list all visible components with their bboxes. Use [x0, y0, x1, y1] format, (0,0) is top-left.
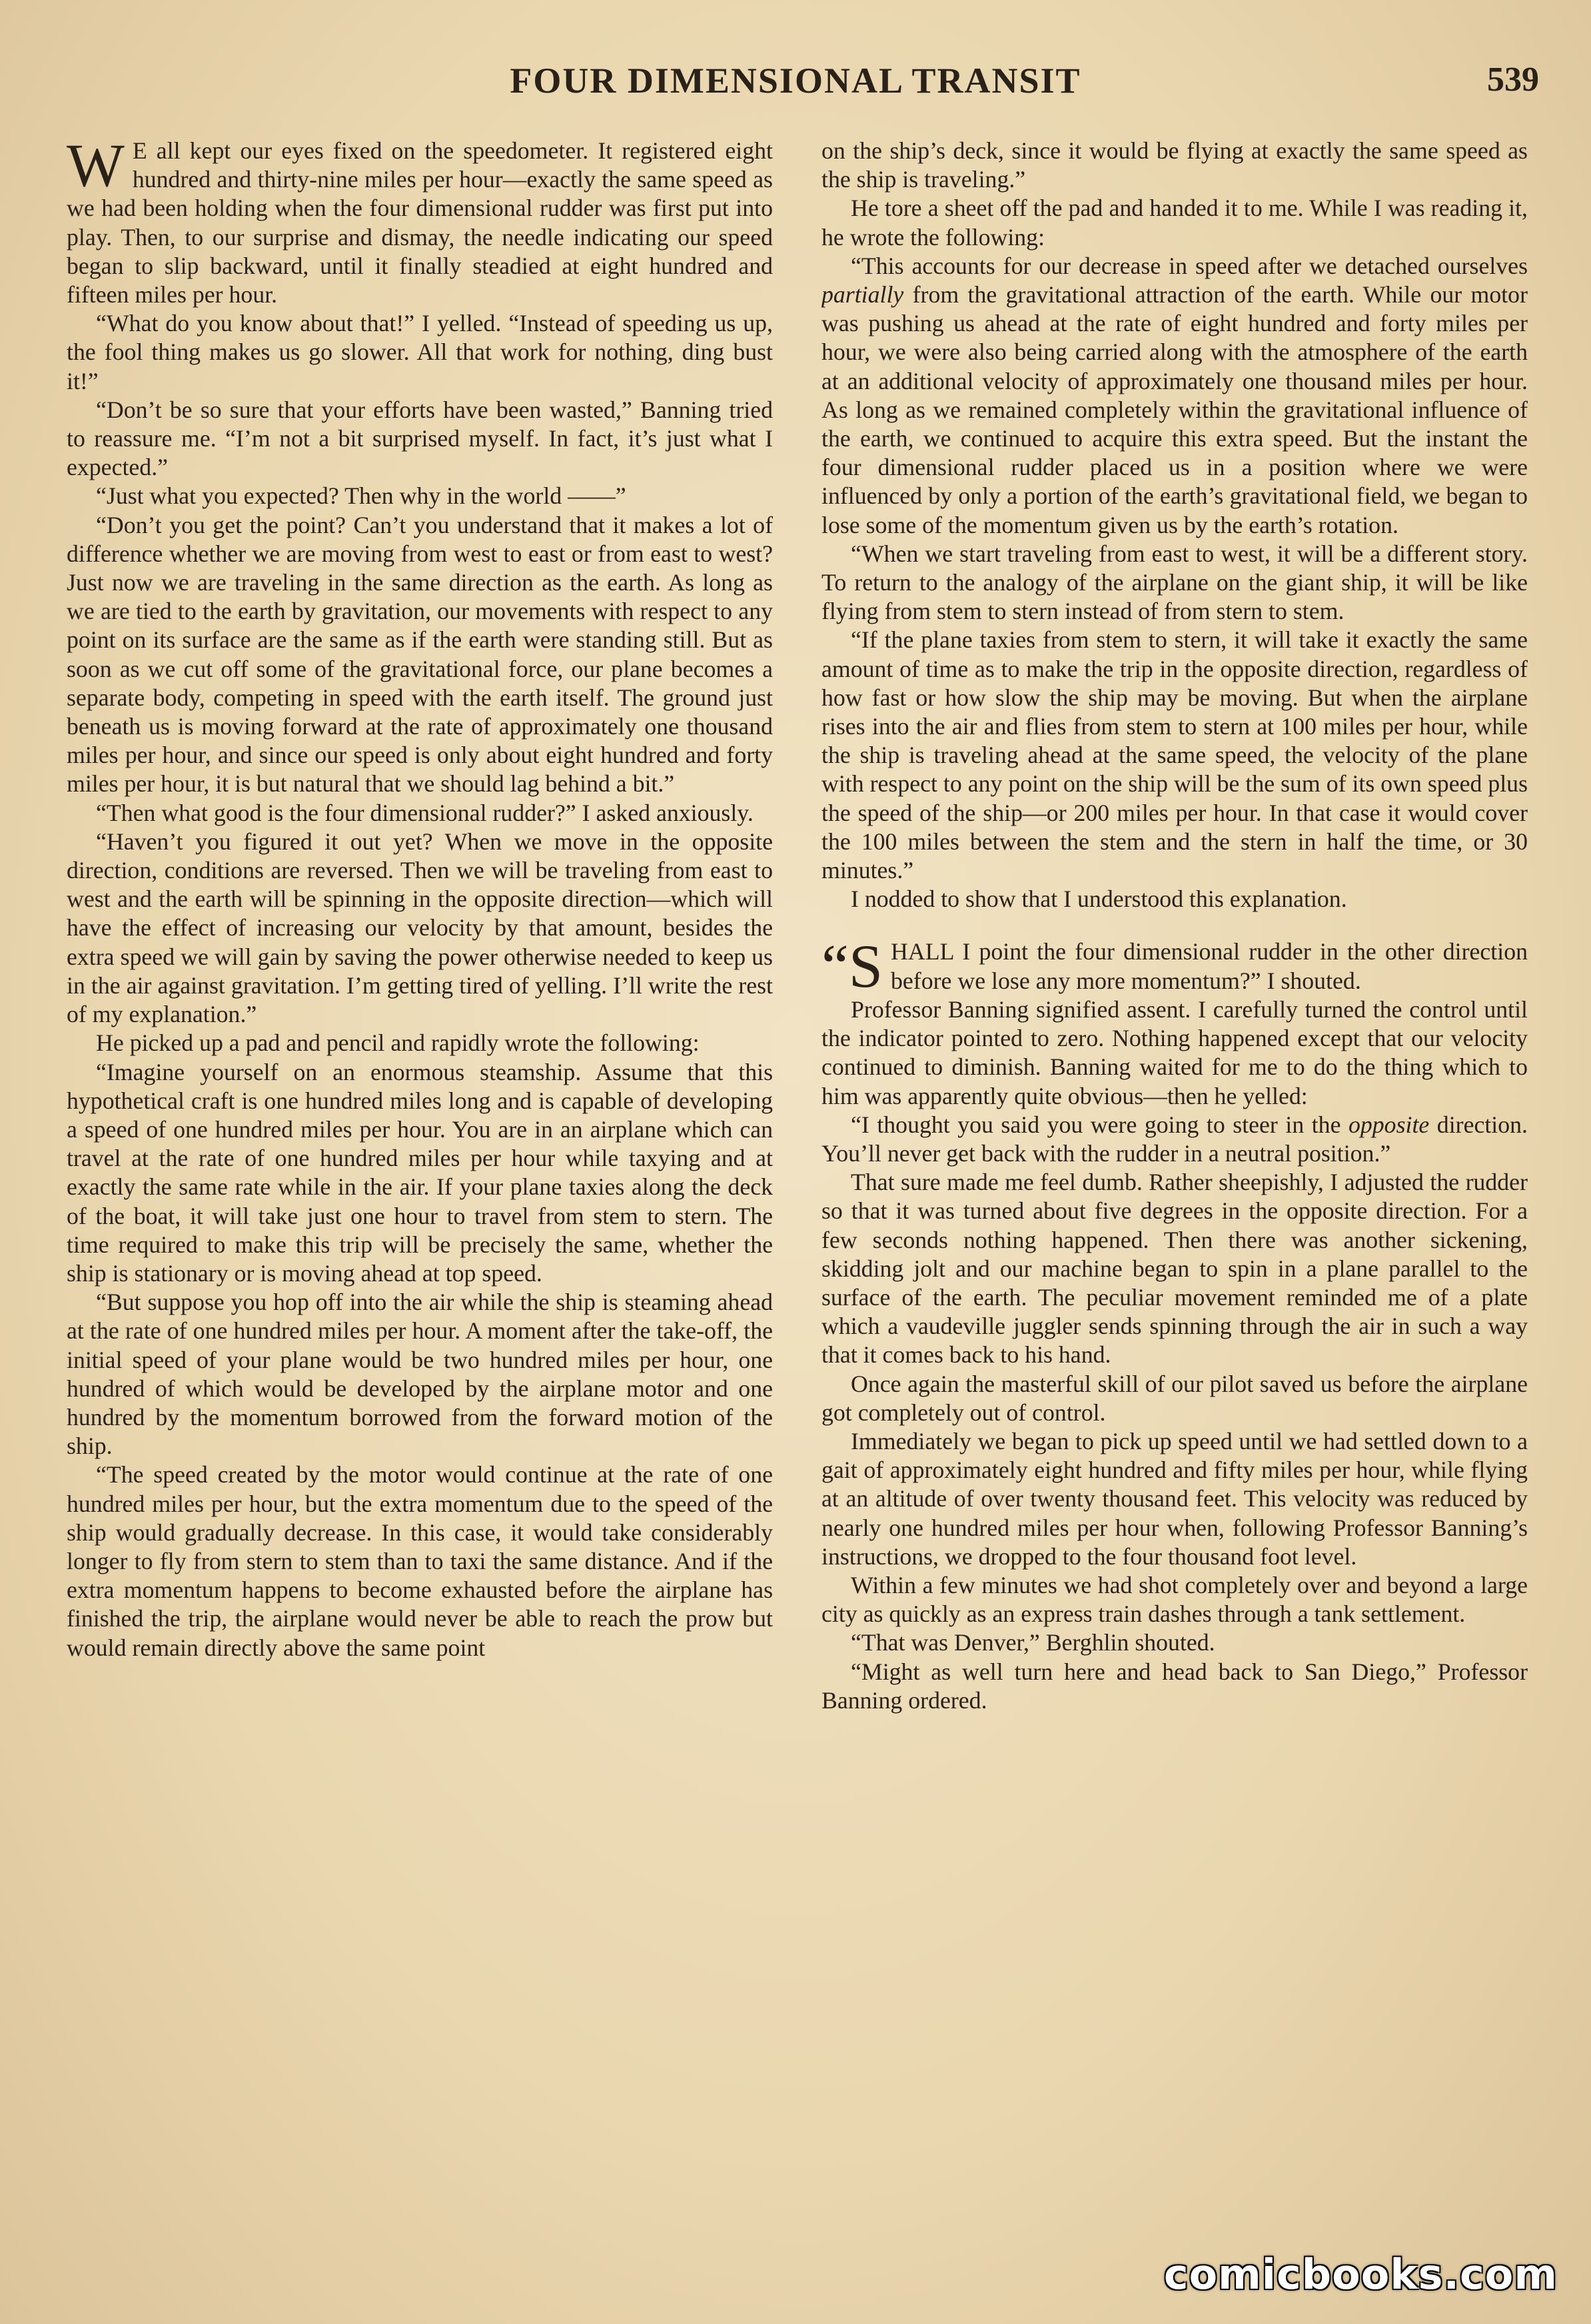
paragraph: “Don’t be so sure that your efforts have been wasted,” Banning tried to reassure me. “I’m not a bit surprised myself. In fact, it’s just what I expected.”	[67, 396, 773, 481]
paragraph: “Then what good is the four dimensional rudder?” I asked anxiously.	[96, 799, 754, 826]
paragraph: “Imagine yourself on an enormous steamship. Assume that this hypothetical craft is one hundred miles long and is capable of developing a speed of one hundred miles per hour. You are in an airplane which can travel at the rate of one hundred miles per hour while taxying and at exactly the same rate while in the air. If your plane taxies along the deck of the boat, it will take just one hour to travel from stem to stern. The time required to make this trip will be precisely the same, whether the ship is stationary or is moving ahead at top speed.	[67, 1058, 773, 1287]
page-header	[0, 60, 1591, 113]
paragraph	[821, 252, 1528, 540]
paragraph-text: “I thought you said you were going to steer in the	[851, 1111, 1348, 1138]
paragraph-text: “This accounts for our decrease in speed after we detached ourselves	[851, 252, 1528, 279]
paragraph: “But suppose you hop off into the air while the ship is steaming ahead at the rate of one hundred miles per hour. A moment after the take-off, the initial speed of your plane would be two hundred miles per hour, one hundred of which would be developed by the airplane motor and one hundred by the momentum borrowed from the forward motion of the ship.	[67, 1289, 773, 1460]
paragraph-text: from the gravitational attraction of the earth. While our motor was pushing us ahead at the rate of eight hundred and forty miles per hour, we were also being carried along with the atmosphere of the earth at an additional velocity of approximately one thousand miles per hour. As long as we remained completely within the gravitational influence of the earth, we continued to acquire this extra speed. But the instant the four dimensional rudder placed us in a position where we were influenced by only a portion of the earth’s gravitational field, we began to lose some of the momentum given us by the earth’s rotation.	[821, 281, 1528, 538]
paragraph: “That was Denver,” Berghlin shouted.	[851, 1629, 1215, 1656]
running-title: FOUR DIMENSIONAL TRANSIT	[510, 61, 1081, 101]
paragraph: That sure made me feel dumb. Rather sheepishly, I adjusted the rudder so that it was turned about five degrees in the opposite direction. For a few seconds nothing happened. Then there was another sickening, skidding jolt and our machine began to spin in a plane parallel to the surface of the earth. The peculiar movement reminded me of a plate which a vaudeville juggler sends spinning through the air in such a way that it comes back to his hand.	[821, 1169, 1528, 1369]
paragraph: “Just what you expected? Then why in the world ——”	[96, 482, 626, 510]
paragraph-text: direction. You’ll never get back with the rudder in a neutral position.”	[821, 1111, 1528, 1167]
paragraph: He picked up a pad and pencil and rapidly wrote the following:	[96, 1029, 700, 1057]
paragraph: “What do you know about that!” I yelled. “Instead of speeding us up, the fool thing makes us go slower. All that work for nothing, ding bust it!”	[67, 310, 773, 394]
paragraph: Professor Banning signified assent. I carefully turned the control until the indicator pointed to zero. Nothing happened except that our velocity continued to diminish. Banning waited for me to do the thing which to him was apparently quite obvious—then he yelled:	[821, 995, 1528, 1109]
paragraph: “If the plane taxies from stem to stern, it will take it exactly the same amount of time as to make the trip in the opposite direction, regardless of how fast or how slow the ship may be moving. But when the airplane rises into the air and flies from stem to stern at 100 miles per hour, while the ship is traveling ahead at the same speed, the velocity of the plane with respect to any point on the ship will be the sum of its own speed plus the speed of the ship—or 200 miles per hour. In that case it would cover the 100 miles between the stem and the stern in half the time, or 30 minutes.”	[821, 626, 1528, 884]
paragraph: Immediately we began to pick up speed until we had settled down to a gait of approximately eight hundred and fifty miles per hour, while flying at an altitude of over twenty thousand feet. This velocity was reduced by nearly one hundred miles per hour when, following Professor Banning’s instructions, we dropped to the four thousand foot level.	[821, 1427, 1528, 1570]
paragraph: “Might as well turn here and head back to San Diego,” Professor Banning ordered.	[821, 1658, 1528, 1714]
paragraph: “Don’t you get the point? Can’t you understand that it makes a lot of difference whether we are moving from west to east or from east to west? Just now we are traveling in the same direction as the earth. As long as we are tied to the earth by gravitation, our movements with respect to any point on its surface are the same as if the earth were standing still. But as soon as we cut off some of the gravitational force, our plane becomes a separate body, competing in speed with the earth itself. The ground just beneath us is moving forward at the rate of approximately one thousand miles per hour, and since our speed is only about eight hundred and forty miles per hour, it is but natural that we should lag behind a bit.”	[67, 511, 773, 798]
paragraph: Once again the masterful skill of our pilot saved us before the airplane got completely out of control.	[821, 1370, 1528, 1426]
paragraph: “The speed created by the motor would continue at the rate of one hundred miles per hour, but the extra momentum due to the speed of the ship would gradually decrease. In this case, it would take considerably longer to fly from stern to stem than to taxi the same distance. And if the extra momentum happens to become exhausted before the airplane has finished the trip, the airplane would never be able to reach the prow but would remain directly above the same point	[67, 1461, 773, 1661]
paragraph	[821, 932, 1528, 1001]
paragraph	[821, 1111, 1528, 1168]
right-column	[821, 137, 1528, 2202]
drop-cap: “S	[821, 932, 883, 1001]
paragraph: “When we start traveling from east to west, it will be a different story. To return to the analogy of the airplane on the giant ship, it will be like flying from stem to stern instead of from stern to stem.	[821, 540, 1528, 625]
paragraph: Within a few minutes we had shot completely over and beyond a large city as quickly as an express train dashes through a tank settlement.	[821, 1571, 1528, 1628]
paragraph: on the ship’s deck, since it would be flying at exactly the same speed as the ship is traveling.”	[821, 137, 1528, 193]
paragraph: He tore a sheet off the pad and handed it to me. While I was reading it, he wrote the following:	[821, 195, 1528, 251]
drop-cap: W	[67, 137, 125, 199]
paragraph	[67, 137, 773, 309]
left-column	[67, 137, 773, 2202]
paragraph-text: HALL I point the four dimensional rudder in the other direction before we lose any more momentum?” I shouted.	[891, 938, 1528, 994]
paragraph: “Haven’t you figured it out yet? When we move in the opposite direction, conditions are reversed. Then we will be traveling from east to west and the earth will be spinning in the opposite direction—which will have the effect of increasing our velocity by that amount, besides the extra speed we will gain by saving the power otherwise needed to keep us in the air against gravitation. I’m getting tired of yelling. I’ll write the rest of my explanation.”	[67, 828, 773, 1028]
paragraph: I nodded to show that I understood this explanation.	[851, 885, 1347, 913]
page-number: 539	[1487, 61, 1539, 99]
italic-text: partially	[821, 281, 904, 308]
watermark: comicbooks.com	[1163, 2250, 1558, 2299]
italic-text: opposite	[1348, 1111, 1430, 1138]
paragraph-text: E all kept our eyes fixed on the speedometer. It registered eight hundred and thirty-nine miles per hour—exactly the same speed as we had been holding when the four dimensional rudder was first put into play. Then, to our surprise and dismay, the needle indicating our speed began to slip backward, until it finally steadied at eight hundred and fifteen miles per hour.	[67, 137, 773, 308]
